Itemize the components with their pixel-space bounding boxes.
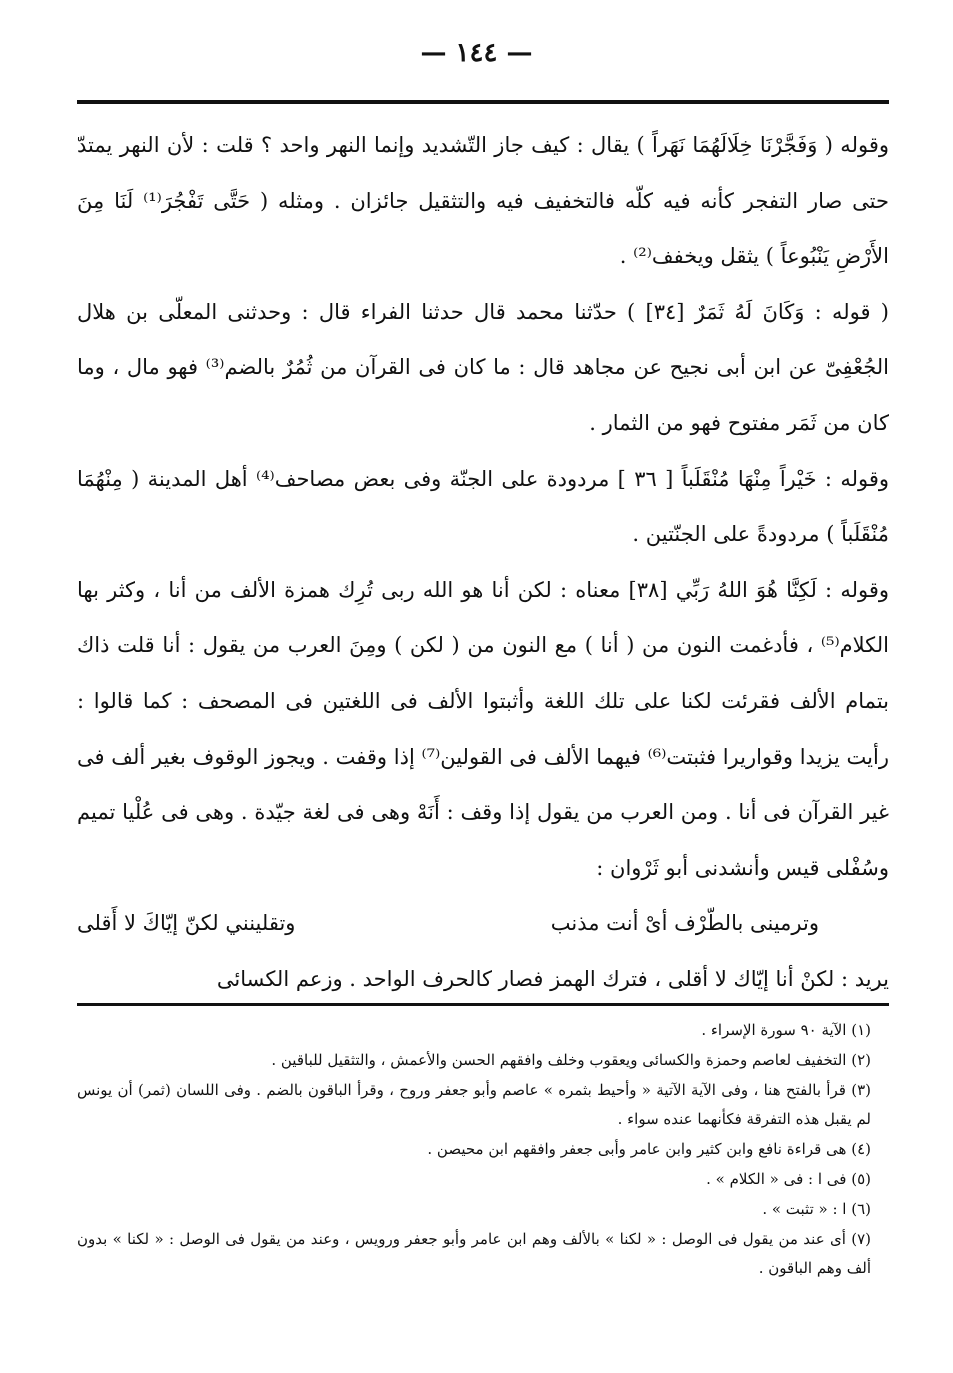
main-text [77, 118, 889, 1008]
footnote-4: (٤) هى قراءة نافع وابن كثير وابن عامر وأبى جعفر وافقهم ابن محيصن . [427, 1140, 871, 1159]
footnote-3: (٣) قرأ بالفتح هنا ، وفى الآية الآتية « وأحيط بثمره » عاصم وأبو جعفر وروح ، وقرأ الباقون بالضم . وفى اللسان (ثمر) أن يونس لم يقبل هذه التفرقة فكأنهما عنده سواء . [77, 1080, 871, 1129]
poetry-verse [77, 896, 889, 952]
paragraph-1: وقوله ( وَفَجَّرْنَا خِلَالَهُمَا نَهَراً ) يقال : كيف جاز التّشديد وإنما النهر واحد ؟ قلت : لأن النهر يمتدّ حتى صار التفجر كأنه فيه كلّه فالتخفيف فيه والتثقيل جائزان . ومثله ( حَتَّى تَفْجُرَ⁽¹⁾ لَنَا مِنَ الأَرْضِ يَنْبُوعاً ) يثقل ويخفف⁽²⁾ . [77, 133, 889, 269]
header-rule [77, 100, 889, 104]
verse-first-hemistich: وترمينى بالطّرْف أىْ أنت مذنب [550, 911, 819, 936]
footnotes [77, 1016, 889, 1284]
paragraph-5: يريد : لكنْ أنا إيّاك لا أقلى ، فترك الهمز فصار كالحرف الواحد . وزعم الكسائى [216, 966, 889, 991]
footnote-rule [77, 1003, 889, 1006]
footnote-6: (٦) ا : « تثبت » . [762, 1199, 871, 1218]
footnote-1: (١) الآية ٩٠ سورة الإسراء . [701, 1021, 871, 1039]
footnote-7: (٧) أى عند من يقول فى الوصل : « لكنا » بالألف وهم ابن عامر وأبو جعفر ورويس ، وعند من يقول فى الوصل : « لكنا » بدون ألف وهم الباقون . [77, 1229, 871, 1278]
footnote-2: (٢) التخفيف لعاصم وحمزة والكسائى ويعقوب وخلف وافقهم الحسن والأعمش ، والتثقيل للباقين . [271, 1050, 871, 1069]
verse-second-hemistich: وتقلينني لكنّ إيّاكَ لا أَقلى [77, 911, 296, 936]
footnote-5: (٥) فى ا : فى « الكلام » . [706, 1169, 871, 1188]
paragraph-3: وقوله : خَيْراً مِنْهَا مُنْقَلَباً [ ٣٦ ] مردودة على الجنّة وفى بعض مصاحف⁽⁴⁾ أهل المدينة ( مِنْهُمَا مُنْقَلَباً ) مردودةً على الجنّتين . [77, 466, 890, 547]
paragraph-2: ( قوله : وَكَانَ لَهُ ثَمَرٌ [٣٤] ) حدّثنا محمد قال حدثنا الفراء قال : وحدثنى المعلّى بن هلال الجُعْفِىّ عن ابن أبى نجيح عن مجاهد قال : ما كان فى القرآن من ثُمُرٌ بالضم⁽³⁾ فهو مال ، وما كان من ثَمَر مفتوح فهو من الثمار . [77, 299, 890, 435]
page-number: — ١٤٤ — [420, 38, 533, 68]
paragraph-4: وقوله : لَكِنَّا هُوَ اللهُ رَبِّي [٣٨] معناه : لكن أنا هو الله ربى تُرِك همزة الألف من أنا ، وكثر بها الكلام⁽⁵⁾ ، فأدغمت النون من ( أنا ) مع النون من ( لكن ) ومِنَ العرب من يقول : أنا قلت ذاك بتمام الألف فقرئت لكنا على تلك اللغة وأثبتوا الألف فى اللغتين فى المصحف : كما قالوا : رأيت يزيدا وقواريرا فثبتت⁽⁶⁾ فيهما الألف فى القولين⁽⁷⁾ إذا وقفت . ويجوز الوقوف بغير ألف فى غير القرآن فى أنا . ومن العرب من يقول إذا وقف : أَنَهْ وهى فى لغة جيّدة . وهى فى عُلْيا تميم وسُفْلى قيس وأنشدنى أبو ثَرْوان : [77, 577, 890, 880]
